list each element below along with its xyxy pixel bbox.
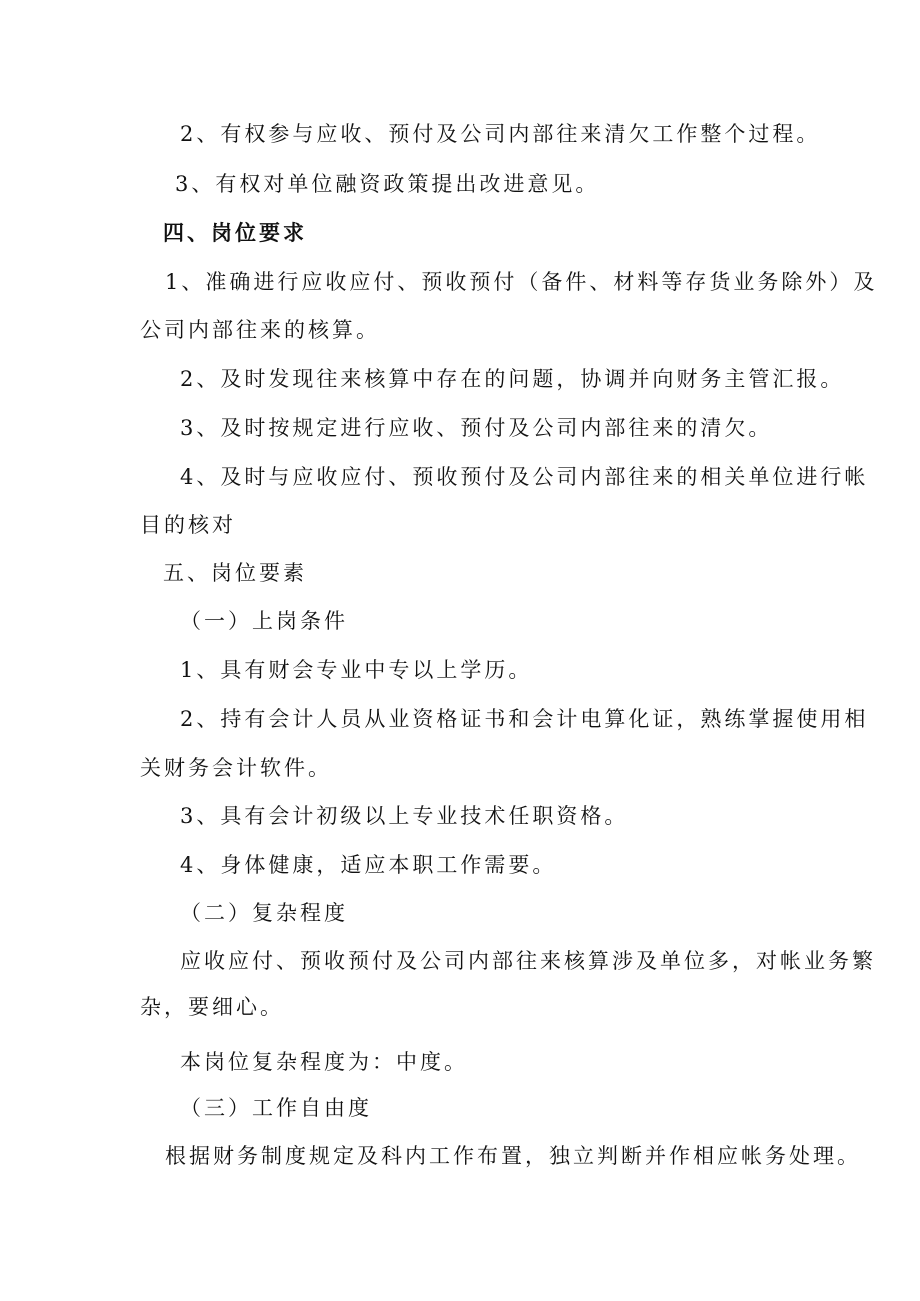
paragraph-line: 3、具有会计初级以上专业技术任职资格。 bbox=[180, 804, 629, 828]
paragraph-line: 1、具有财会专业中专以上学历。 bbox=[180, 658, 533, 682]
paragraph-line: 本岗位复杂程度为：中度。 bbox=[180, 1050, 468, 1074]
paragraph-line: 2、有权参与应收、预付及公司内部往来清欠工作整个过程。 bbox=[180, 122, 821, 146]
paragraph-line: 目的核对 bbox=[140, 513, 236, 537]
paragraph-line: 4、及时与应收应付、预收预付及公司内部往来的相关单位进行帐 bbox=[180, 465, 869, 489]
paragraph-line: 关财务会计软件。 bbox=[140, 756, 332, 780]
paragraph-line: 3、有权对单位融资政策提出改进意见。 bbox=[175, 172, 600, 196]
paragraph-line: 应收应付、预收预付及公司内部往来核算涉及单位多，对帐业务繁 bbox=[180, 949, 876, 973]
paragraph-line: 公司内部往来的核算。 bbox=[140, 318, 380, 342]
paragraph-line: 杂，要细心。 bbox=[140, 995, 284, 1019]
paragraph-line: 根据财务制度规定及科内工作布置，独立判断并作相应帐务处理。 bbox=[165, 1144, 861, 1168]
paragraph-line: 4、身体健康，适应本职工作需要。 bbox=[180, 853, 557, 877]
paragraph-line: 1、准确进行应收应付、预收预付（备件、材料等存货业务除外）及 bbox=[165, 270, 878, 294]
subsection-heading: （二）复杂程度 bbox=[180, 901, 348, 925]
paragraph-line: 2、持有会计人员从业资格证书和会计电算化证，熟练掌握使用相 bbox=[180, 707, 869, 731]
section-heading: 四、岗位要求 bbox=[163, 220, 307, 245]
subsection-heading: （一）上岗条件 bbox=[180, 609, 348, 633]
paragraph-line: 2、及时发现往来核算中存在的问题，协调并向财务主管汇报。 bbox=[180, 367, 845, 391]
paragraph-line: 3、及时按规定进行应收、预付及公司内部往来的清欠。 bbox=[180, 416, 773, 440]
subsection-heading: （三）工作自由度 bbox=[180, 1096, 372, 1120]
section-heading: 五、岗位要素 bbox=[163, 561, 307, 585]
